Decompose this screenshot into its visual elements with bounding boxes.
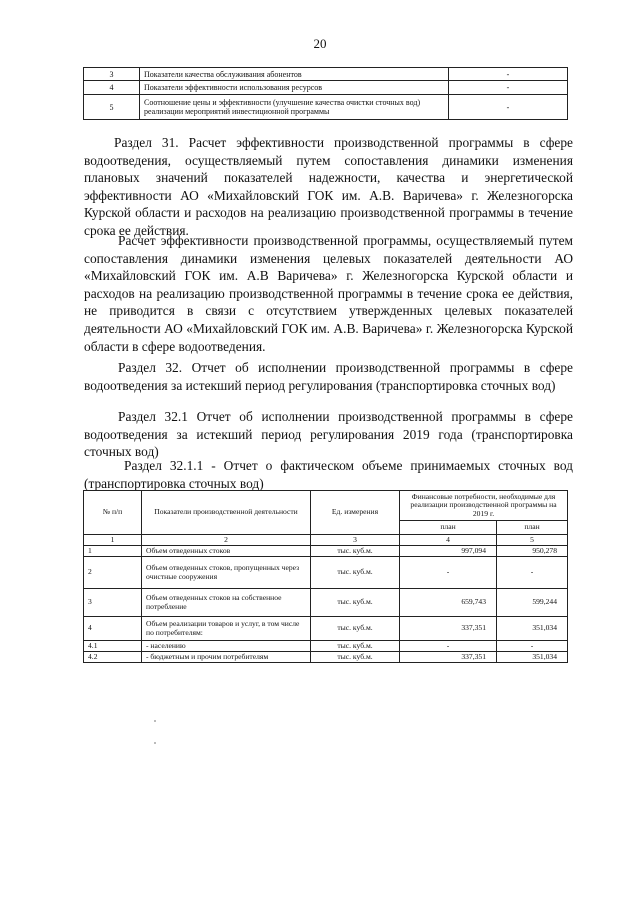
row-text: Соотношение цены и эффективности (улучшение качества очистки сточных вод) реализации мероприятий инвестиционной программы — [140, 95, 449, 120]
row-plan-value: 337,351 — [400, 617, 497, 641]
row-text: Показатели качества обслуживания абонентов — [140, 68, 449, 81]
row-number: 4 — [84, 617, 142, 641]
row-number: 4 — [84, 81, 140, 95]
row-plan-value: 599,244 — [497, 589, 568, 617]
row-indicator: Объем реализации товаров и услуг, в том числе по потребителям: — [142, 617, 311, 641]
row-indicator: Объем отведенных стоков, пропущенных через очистные сооружения — [142, 557, 311, 589]
section-32-heading: Раздел 32. Отчет об исполнении производственной программы в сфере водоотведения за истекший период регулирования (транспортировка сточных вод) — [84, 360, 573, 393]
header-plan: план — [497, 521, 568, 535]
row-unit: тыс. куб.м. — [311, 617, 400, 641]
row-plan-value: 659,743 — [400, 589, 497, 617]
table-row — [84, 68, 568, 81]
row-value: - — [449, 81, 568, 95]
indicators-table — [83, 67, 568, 120]
header-indicator: Показатели производственной деятельности — [142, 491, 311, 535]
column-number-row — [84, 535, 568, 546]
table-row — [84, 641, 568, 652]
table-row — [84, 652, 568, 663]
row-number: 5 — [84, 95, 140, 120]
row-plan-value: 351,034 — [497, 617, 568, 641]
row-number: 2 — [84, 557, 142, 589]
row-indicator: Объем отведенных стоков на собственное потребление — [142, 589, 311, 617]
row-value: - — [449, 68, 568, 81]
page-number: 20 — [313, 36, 327, 51]
row-unit: тыс. куб.м. — [311, 652, 400, 663]
section-32-1-1-heading: Раздел 32.1.1 - Отчет о фактическом объеме принимаемых сточных вод (транспортировка сточных вод) — [84, 458, 573, 491]
row-unit: тыс. куб.м. — [311, 557, 400, 589]
row-plan-value: 950,278 — [497, 546, 568, 557]
table-row — [84, 81, 568, 95]
row-unit: тыс. куб.м. — [311, 546, 400, 557]
column-number: 4 — [400, 535, 497, 546]
row-unit: тыс. куб.м. — [311, 589, 400, 617]
sewage-volume-table — [83, 490, 568, 663]
row-plan-value: - — [497, 641, 568, 652]
table-row — [84, 617, 568, 641]
table-row — [84, 589, 568, 617]
row-plan-value: - — [400, 641, 497, 652]
table-row — [84, 557, 568, 589]
header-num: № п/п — [84, 491, 142, 535]
header-unit: Ед. измерения — [311, 491, 400, 535]
scan-speck — [154, 720, 156, 722]
row-text: Показатели эффективности использования ресурсов — [140, 81, 449, 95]
row-plan-value: 337,351 — [400, 652, 497, 663]
row-plan-value: - — [497, 557, 568, 589]
header-row — [84, 491, 568, 521]
row-plan-value: - — [400, 557, 497, 589]
row-plan-value: 997,094 — [400, 546, 497, 557]
section-31-heading: Раздел 31. Расчет эффективности производственной программы в сфере водоотведения, осуществляемый путем сопоставления динамики изменения плановых значений показателей надежности, качества и энергетической эффективности АО «Михайловский ГОК им. А.В. Варичева» г. Железногорска Курской области и расходов на реализацию производственной программы в течение срока ее действия. — [84, 135, 573, 238]
section-31-body: Расчет эффективности производственной программы, осуществляемый путем сопоставления динамики изменения целевых показателей деятельности АО «Михайловский ГОК им. А.В Варичева» г. Железногорска Курской области и расходов на реализацию производственной программы в течение срока ее действия, не приводится в связи с отсутствием утвержденных целевых показателей деятельности АО «Михайловский ГОК им. А.В. Варичева» г. Железногорска Курской области в сфере водоотведения. — [84, 233, 573, 354]
row-number: 3 — [84, 68, 140, 81]
row-indicator: Объем отведенных стоков — [142, 546, 311, 557]
row-number: 4.2 — [84, 652, 142, 663]
table-row — [84, 95, 568, 120]
header-plan: план — [400, 521, 497, 535]
row-indicator: - населению — [142, 641, 311, 652]
column-number: 3 — [311, 535, 400, 546]
table-row — [84, 546, 568, 557]
row-number: 1 — [84, 546, 142, 557]
row-number: 3 — [84, 589, 142, 617]
row-unit: тыс. куб.м. — [311, 641, 400, 652]
section-32-1-heading: Раздел 32.1 Отчет об исполнении производственной программы в сфере водоотведения за истекший период регулирования 2019 года (транспортировка сточных вод) — [84, 409, 573, 460]
scan-speck — [154, 742, 156, 744]
header-finance: Финансовые потребности, необходимые для реализации производственной программы на 2019 г. — [400, 491, 568, 521]
column-number: 5 — [497, 535, 568, 546]
row-plan-value: 351,034 — [497, 652, 568, 663]
row-value: - — [449, 95, 568, 120]
column-number: 1 — [84, 535, 142, 546]
column-number: 2 — [142, 535, 311, 546]
row-indicator: - бюджетным и прочим потребителям — [142, 652, 311, 663]
row-number: 4.1 — [84, 641, 142, 652]
